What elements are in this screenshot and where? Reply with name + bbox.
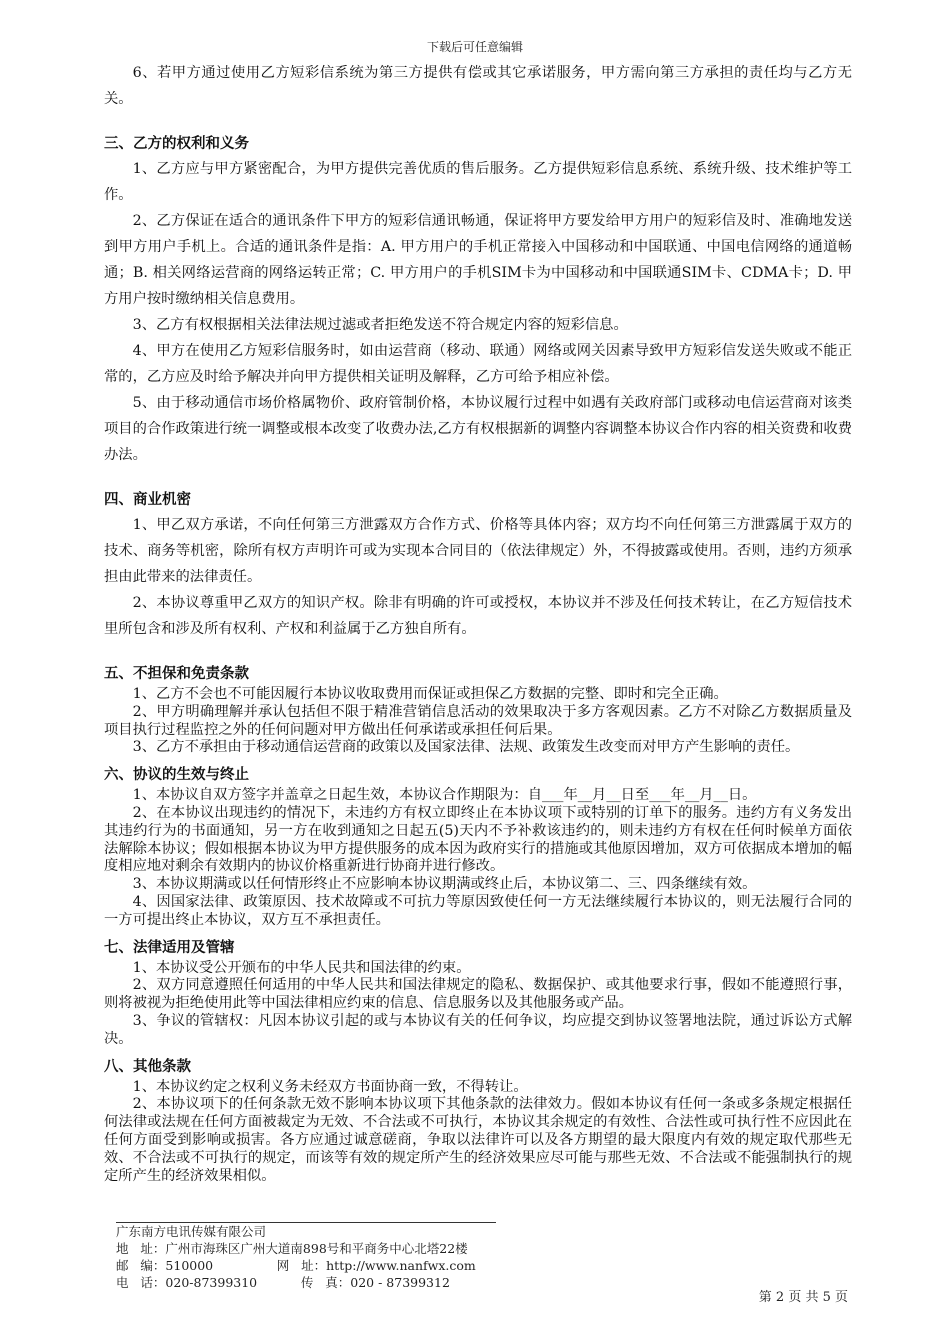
- footer-postcode-website: 邮 编：510000 网 址：http://www.nanfwx.com: [116, 1258, 476, 1273]
- section-heading: 四、商业机密: [104, 492, 191, 508]
- paragraph: 4、甲方在使用乙方短彩信服务时，如由运营商（移动、联通）网络或网关因素导致甲方短彩信发送失败或不能正常的，乙方应及时给予解决并向甲方提供相关证明及解释，乙方可给予相应补偿。: [104, 343, 852, 385]
- paragraph: 1、本协议自双方签字并盖章之日起生效，本协议合作期限为：自___年__月__日至___年__月__日。: [132, 787, 757, 804]
- paragraph: 2、双方同意遵照任何适用的中华人民共和国法律规定的隐私、数据保护、或其他要求行事，假如不能遵照行事，则将被视为拒绝使用此等中国法律相应约束的信息、信息服务以及其他服务或产品。: [104, 977, 852, 1012]
- paragraph: 6、若甲方通过使用乙方短彩信系统为第三方提供有偿或其它承诺服务，甲方需向第三方承担的责任均与乙方无关。: [104, 65, 852, 107]
- paragraph: 4、因国家法律、政策原因、技术故障或不可抗力等原因致使任何一方无法继续履行本协议的，则无法履行合同的一方可提出终止本协议，双方互不承担责任。: [104, 893, 852, 928]
- section-heading: 七、法律适用及管辖: [104, 939, 235, 956]
- section-heading: 三、乙方的权利和义务: [104, 136, 249, 152]
- paragraph: 3、乙方不承担由于移动通信运营商的政策以及国家法律、法规、政策发生改变而对甲方产生影响的责任。: [132, 739, 800, 756]
- page-footer: [116, 1222, 496, 1291]
- paragraph: 3、争议的管辖权：凡因本协议引起的或与本协议有关的任何争议，均应提交到协议签署地法院，通过诉讼方式解决。: [104, 1012, 852, 1047]
- paragraph: 1、甲乙双方承诺，不向任何第三方泄露双方合作方式、价格等具体内容；双方均不向任何第三方泄露属于双方的技术、商务等机密，除所有权方声明许可或为实现本合同目的（依法律规定）外，不得披露或使用。否则，违约方须承担由此带来的法律责任。: [104, 517, 852, 585]
- footer-phone-fax: 电 话：020-87399310 传 真：020 - 87399312: [116, 1275, 450, 1290]
- footer-company: 广东南方电讯传媒有限公司: [116, 1224, 267, 1239]
- paragraph: 5、由于移动通信市场价格属物价、政府管制价格，本协议履行过程中如遇有关政府部门或移动电信运营商对该类项目的合作政策进行统一调整或根本改变了收费办法,乙方有权根据新的调整内容调整本协议合作内容的相关资费和收费办法。: [104, 395, 852, 463]
- paragraph: 2、甲方明确理解并承认包括但不限于精准营销信息活动的效果取决于多方客观因素。乙方不对除乙方数据质量及项目执行过程监控之外的任何问题对甲方做出任何承诺或承担任何后果。: [104, 703, 852, 738]
- paragraph: 1、乙方不会也不可能因履行本协议收取费用而保证或担保乙方数据的完整、即时和完全正确。: [132, 686, 728, 702]
- paragraph: 2、本协议尊重甲乙双方的知识产权。除非有明确的许可或授权，本协议并不涉及任何技术转让，在乙方短信技术里所包含和涉及所有权利、产权和利益属于乙方独自所有。: [104, 595, 852, 637]
- section-heading: 八、其他条款: [104, 1058, 191, 1075]
- footer-address: 地 址：广州市海珠区广州大道南898号和平商务中心北塔22楼: [116, 1241, 468, 1256]
- paragraph: 1、本协议受公开颁布的中华人民共和国法律的约束。: [132, 959, 471, 976]
- section-heading: 六、协议的生效与终止: [104, 767, 249, 784]
- page-number: 第 2 页 共 5 页: [758, 1290, 848, 1305]
- paragraph: 3、本协议期满或以任何情形终止不应影响本协议期满或终止后，本协议第二、三、四条继续有效。: [132, 876, 757, 893]
- paragraph: 1、乙方应与甲方紧密配合，为甲方提供完善优质的售后服务。乙方提供短彩信息系统、系统升级、技术维护等工作。: [104, 161, 852, 203]
- paragraph: 3、乙方有权根据相关法律法规过滤或者拒绝发送不符合规定内容的短彩信息。: [132, 317, 628, 333]
- paragraph: 2、本协议项下的任何条款无效不影响本协议项下其他条款的法律效力。假如本协议有任何一条或多条规定根据任何法律或法规在任何方面被裁定为无效、不合法或不可执行，本协议其余规定的有效性、合法性或可执行性不应因此在任何方面受到影响或损害。各方应通过诚意磋商，争取以法律许可以及各方期望的最大限度内有效的规定取代那些无效、不合法或不可执行的规定，而该等有效的规定所产生的经济效果应尽可能与那些无效、不合法或不能强制执行的规定所产生的经济效果相似。: [104, 1096, 852, 1184]
- section-heading: 五、不担保和免责条款: [104, 666, 249, 682]
- paragraph: 2、乙方保证在适合的通讯条件下甲方的短彩信通讯畅通，保证将甲方要发给甲方用户的短彩信及时、准确地发送到甲方用户手机上。合适的通讯条件是指：A. 甲方用户的手机正常接入中国移动和中国联通、中国电信网络的通道畅通；B. 相关网络运营商的网络运转正常；C. 甲方用户的手机SIM卡为中国移动和中国联通SIM卡、CDMA卡；D. 甲方用户按时缴纳相关信息费用。: [104, 213, 852, 307]
- page-header: 下载后可任意编辑: [426, 40, 523, 54]
- document-body: [104, 60, 852, 1185]
- paragraph: 1、本协议约定之权利义务未经双方书面协商一致，不得转让。: [132, 1078, 528, 1095]
- paragraph: 2、在本协议出现违约的情况下，未违约方有权立即终止在本协议项下或特别的订单下的服务。违约方有义务发出其违约行为的书面通知，另一方在收到通知之日起五(5)天内不予补救该违约的，则未违约方有权在任何时候单方面依法解除本协议；假如根据本协议为甲方提供服务的成本因为政府实行的措施或其他原因增加，双方可依据成本增加的幅度相应地对剩余有效期内的协议价格重新进行协商并进行修改。: [104, 804, 852, 875]
